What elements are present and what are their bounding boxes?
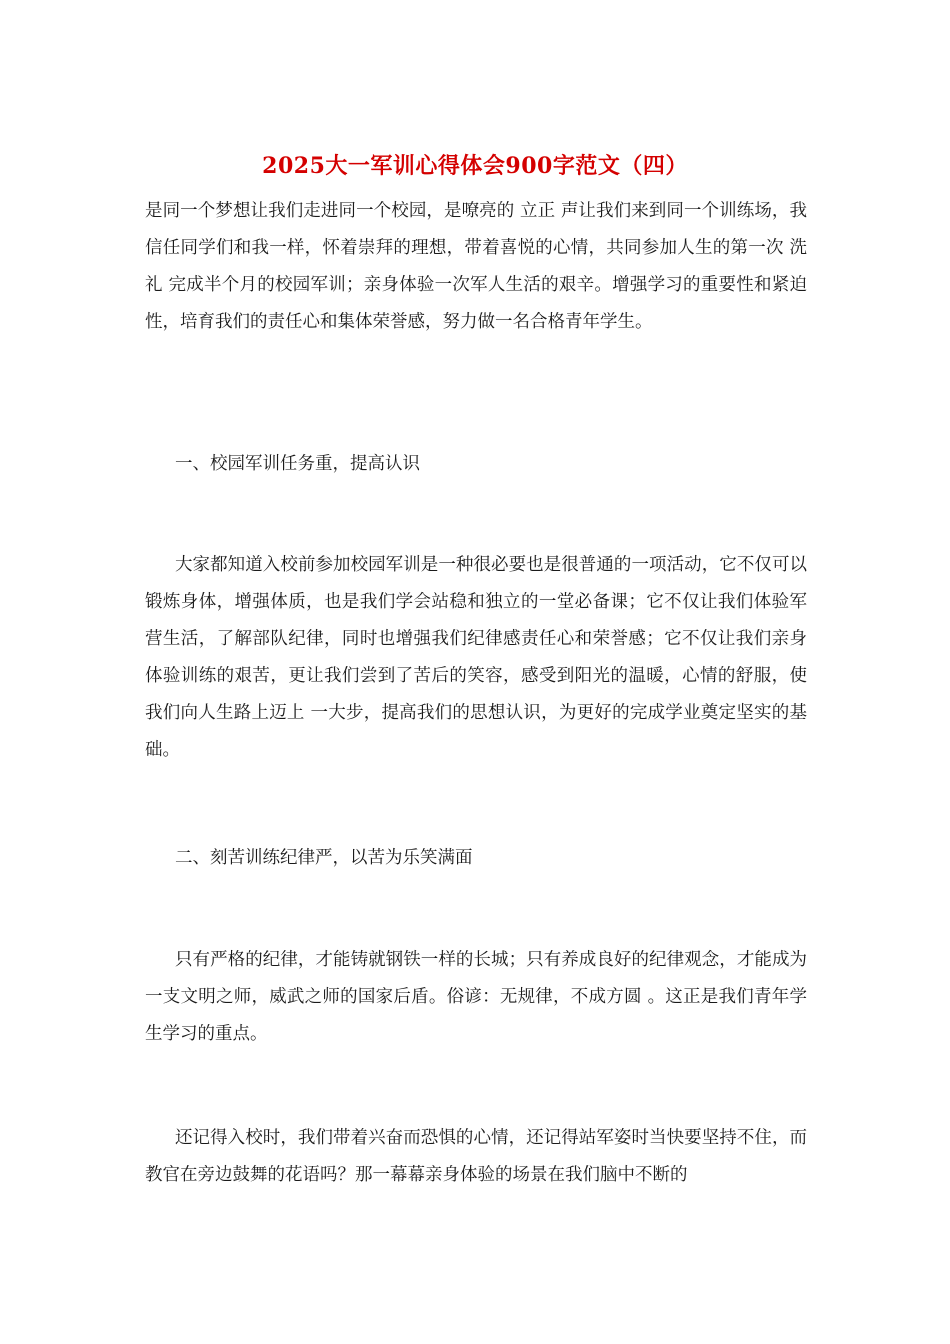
section-2-paragraph-2: 还记得入校时，我们带着兴奋而恐惧的心情，还记得站军姿时当快要坚持不住，而教官在旁边鼓舞的花语吗？那一幕幕亲身体验的场景在我们脑中不断的 [145, 1128, 807, 1185]
section-heading-2: 二、刻苦训练纪律严，以苦为乐笑满面 [175, 848, 473, 868]
section-1-paragraph: 大家都知道入校前参加校园军训是一种很必要也是很普通的一项活动，它不仅可以锻炼身体，增强体质，也是我们学会站稳和独立的一堂必备课；它不仅让我们体验军营生活，了解部队纪律，同时也增强我们纪律感责任心和荣誉感；它不仅让我们亲身体验训练的艰苦，更让我们尝到了苦后的笑容，感受到阳光的温暖，心情的舒服，使我们向人生路上迈上 一大步，提高我们的思想认识，为更好的完成学业奠定坚实的基础。 [145, 555, 807, 760]
intro-paragraph: 是同一个梦想让我们走进同一个校园，是嘹亮的 立正 声让我们来到同一个训练场，我信任同学们和我一样，怀着崇拜的理想，带着喜悦的心情，共同参加人生的第一次 洗礼 完成半个月的校园军训；亲身体验一次军人生活的艰辛。增强学习的重要性和紧迫性，培育我们的责任心和集体荣誉感，努力做一名合格青年学生。 [145, 201, 807, 332]
section-heading-1: 一、校园军训任务重，提高认识 [175, 454, 420, 474]
section-2-paragraph-1: 只有严格的纪律，才能铸就钢铁一样的长城；只有养成良好的纪律观念，才能成为一支文明之师，威武之师的国家后盾。俗谚：无规律，不成方圆 。这正是我们青年学生学习的重点。 [145, 950, 807, 1044]
document-title: 2025大一军训心得体会900字范文（四） [262, 153, 688, 179]
